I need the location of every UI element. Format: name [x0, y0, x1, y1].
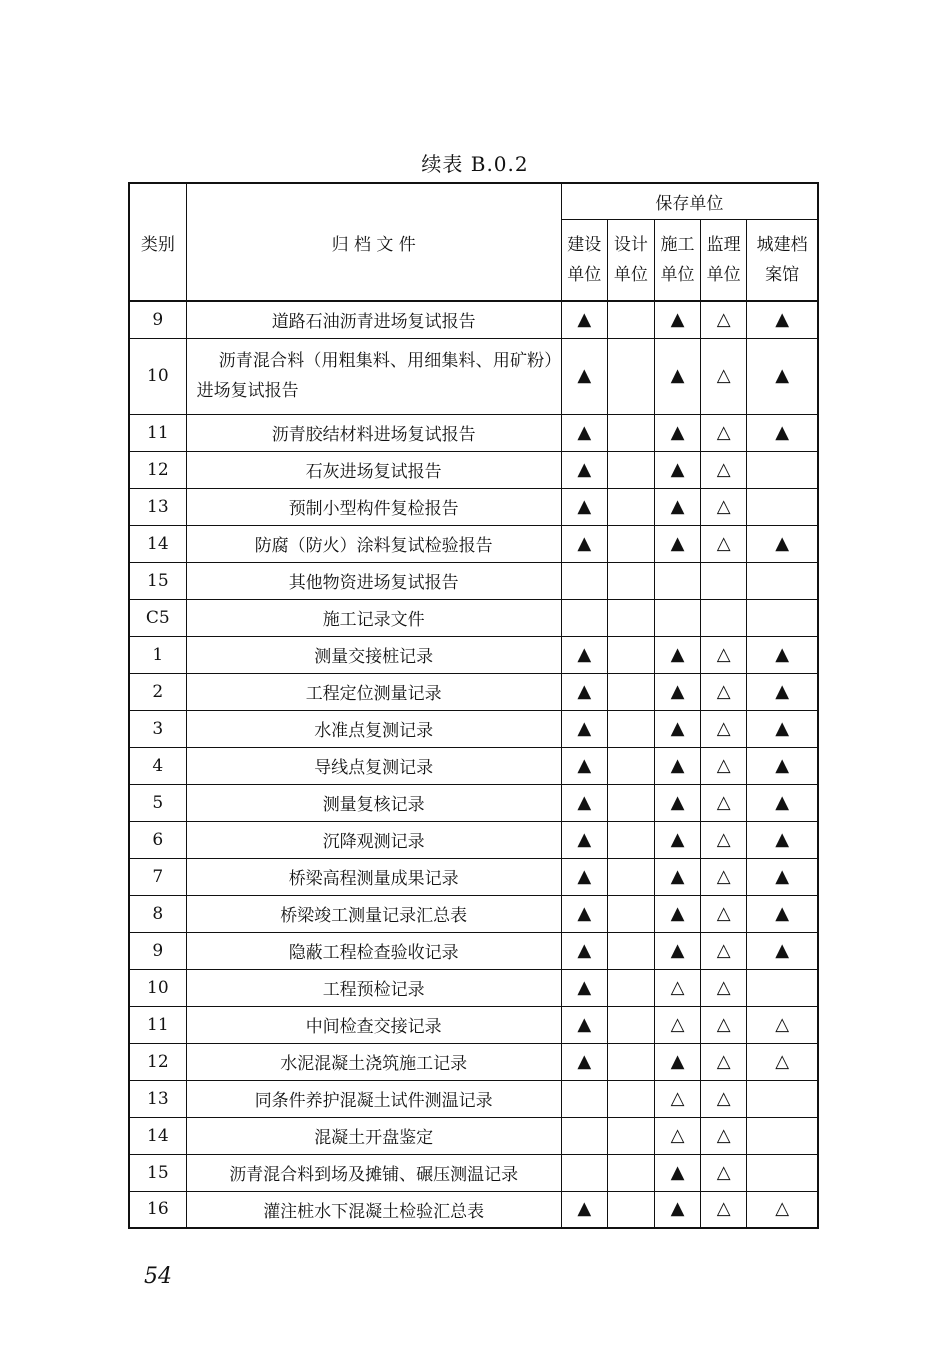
mark-cell-city-archives [747, 1117, 818, 1154]
filled-triangle-icon: ▲ [577, 791, 592, 813]
archive-table [128, 182, 819, 1229]
mark-cell-city-archives [747, 673, 818, 710]
mark-cell-contractor [654, 488, 700, 525]
hollow-triangle-icon: △ [716, 680, 731, 702]
mark-cell-city-archives [747, 895, 818, 932]
mark-cell-design [607, 1191, 654, 1228]
filled-triangle-icon: ▲ [577, 939, 592, 961]
mark-cell-design [607, 710, 654, 747]
mark-cell-contractor [654, 599, 700, 636]
mark-cell-city-archives [747, 1154, 818, 1191]
mark-cell-construction [561, 673, 607, 710]
mark-cell-construction [561, 1117, 607, 1154]
filled-triangle-icon: ▲ [670, 495, 685, 517]
row-number: 10 [129, 338, 186, 414]
hollow-triangle-icon: △ [716, 828, 731, 850]
mark-cell-contractor [654, 895, 700, 932]
table-header [129, 183, 818, 301]
hollow-triangle-icon: △ [716, 421, 731, 443]
table-row [129, 525, 818, 562]
row-number: 9 [129, 932, 186, 969]
filled-triangle-icon: ▲ [670, 1161, 685, 1183]
filled-triangle-icon: ▲ [670, 680, 685, 702]
row-number: 14 [129, 525, 186, 562]
mark-cell-contractor [654, 451, 700, 488]
mark-cell-construction [561, 969, 607, 1006]
mark-cell-supervision [701, 1191, 747, 1228]
mark-cell-city-archives [747, 969, 818, 1006]
unit-header-city-archives: 城建档 案馆 [747, 219, 818, 301]
mark-cell-contractor [654, 673, 700, 710]
mark-cell-construction [561, 710, 607, 747]
mark-cell-contractor [654, 784, 700, 821]
filled-triangle-icon: ▲ [775, 902, 790, 924]
table-row [129, 301, 818, 338]
row-number: 12 [129, 451, 186, 488]
mark-cell-design [607, 932, 654, 969]
filled-triangle-icon: ▲ [577, 532, 592, 554]
mark-cell-contractor [654, 562, 700, 599]
mark-cell-contractor [654, 1043, 700, 1080]
mark-cell-city-archives [747, 488, 818, 525]
mark-cell-construction [561, 525, 607, 562]
document-name: 石灰进场复试报告 [186, 451, 561, 488]
hollow-triangle-icon: △ [670, 1013, 685, 1035]
filled-triangle-icon: ▲ [775, 865, 790, 887]
mark-cell-city-archives [747, 451, 818, 488]
filled-triangle-icon: ▲ [670, 828, 685, 850]
mark-cell-supervision [701, 1080, 747, 1117]
row-number: 5 [129, 784, 186, 821]
table-row [129, 1006, 818, 1043]
mark-cell-design [607, 895, 654, 932]
filled-triangle-icon: ▲ [670, 791, 685, 813]
filled-triangle-icon: ▲ [775, 680, 790, 702]
mark-cell-design [607, 1154, 654, 1191]
filled-triangle-icon: ▲ [577, 828, 592, 850]
row-number: 16 [129, 1191, 186, 1228]
mark-cell-design [607, 451, 654, 488]
hollow-triangle-icon: △ [716, 495, 731, 517]
row-number: 9 [129, 301, 186, 338]
filled-triangle-icon: ▲ [670, 421, 685, 443]
mark-cell-design [607, 673, 654, 710]
row-number: 8 [129, 895, 186, 932]
document-name: 沥青胶结材料进场复试报告 [186, 414, 561, 451]
mark-cell-construction [561, 1154, 607, 1191]
hollow-triangle-icon: △ [670, 1087, 685, 1109]
mark-cell-supervision [701, 338, 747, 414]
filled-triangle-icon: ▲ [670, 717, 685, 739]
filled-triangle-icon: ▲ [670, 308, 685, 330]
filled-triangle-icon: ▲ [577, 421, 592, 443]
hollow-triangle-icon: △ [716, 1161, 731, 1183]
document-name: 水泥混凝土浇筑施工记录 [186, 1043, 561, 1080]
filled-triangle-icon: ▲ [670, 365, 685, 386]
units-group-header: 保存单位 [561, 183, 818, 219]
mark-cell-contractor [654, 338, 700, 414]
hollow-triangle-icon: △ [716, 717, 731, 739]
hollow-triangle-icon: △ [716, 1124, 731, 1146]
row-number: 4 [129, 747, 186, 784]
mark-cell-design [607, 1117, 654, 1154]
document-name: 防腐（防火）涂料复试检验报告 [186, 525, 561, 562]
mark-cell-supervision [701, 673, 747, 710]
table-row [129, 895, 818, 932]
hollow-triangle-icon: △ [716, 1087, 731, 1109]
mark-cell-design [607, 747, 654, 784]
mark-cell-contractor [654, 414, 700, 451]
table-row [129, 488, 818, 525]
row-number: C5 [129, 599, 186, 636]
mark-cell-construction [561, 932, 607, 969]
filled-triangle-icon: ▲ [577, 365, 592, 386]
table-row [129, 338, 818, 414]
mark-cell-contractor [654, 932, 700, 969]
table-row [129, 1154, 818, 1191]
filled-triangle-icon: ▲ [670, 643, 685, 665]
mark-cell-construction [561, 636, 607, 673]
row-number: 12 [129, 1043, 186, 1080]
mark-cell-city-archives [747, 1006, 818, 1043]
table-row [129, 1117, 818, 1154]
hollow-triangle-icon: △ [716, 902, 731, 924]
filled-triangle-icon: ▲ [577, 1013, 592, 1035]
row-number: 2 [129, 673, 186, 710]
document-name: 测量复核记录 [186, 784, 561, 821]
mark-cell-design [607, 1043, 654, 1080]
mark-cell-contractor [654, 636, 700, 673]
mark-cell-supervision [701, 969, 747, 1006]
row-number: 13 [129, 488, 186, 525]
filled-triangle-icon: ▲ [577, 308, 592, 330]
row-number: 1 [129, 636, 186, 673]
mark-cell-city-archives [747, 747, 818, 784]
unit-header-supervision: 监理 单位 [701, 219, 747, 301]
table-caption: 续表 B.0.2 [421, 152, 529, 176]
mark-cell-construction [561, 451, 607, 488]
document-name: 隐蔽工程检查验收记录 [186, 932, 561, 969]
mark-cell-supervision [701, 858, 747, 895]
mark-cell-construction [561, 1006, 607, 1043]
row-number: 6 [129, 821, 186, 858]
mark-cell-supervision [701, 636, 747, 673]
mark-cell-city-archives [747, 414, 818, 451]
mark-cell-contractor [654, 525, 700, 562]
section-row [129, 599, 818, 636]
mark-cell-contractor [654, 1117, 700, 1154]
filled-triangle-icon: ▲ [577, 717, 592, 739]
document-name: 导线点复测记录 [186, 747, 561, 784]
filled-triangle-icon: ▲ [670, 532, 685, 554]
unit-header-design: 设计 单位 [607, 219, 654, 301]
mark-cell-supervision [701, 562, 747, 599]
filled-triangle-icon: ▲ [577, 1050, 592, 1072]
row-number: 15 [129, 1154, 186, 1191]
hollow-triangle-icon: △ [716, 976, 731, 998]
mark-cell-city-archives [747, 932, 818, 969]
page-number: 54 [144, 1264, 172, 1289]
mark-cell-supervision [701, 1154, 747, 1191]
mark-cell-city-archives [747, 1043, 818, 1080]
filled-triangle-icon: ▲ [577, 754, 592, 776]
filled-triangle-icon: ▲ [775, 791, 790, 813]
row-number: 14 [129, 1117, 186, 1154]
row-number: 11 [129, 414, 186, 451]
mark-cell-supervision [701, 821, 747, 858]
document-name: 中间检查交接记录 [186, 1006, 561, 1043]
mark-cell-design [607, 338, 654, 414]
mark-cell-supervision [701, 1043, 747, 1080]
filled-triangle-icon: ▲ [775, 643, 790, 665]
row-number: 7 [129, 858, 186, 895]
category-header: 类别 [129, 183, 186, 301]
mark-cell-supervision [701, 1006, 747, 1043]
filled-triangle-icon: ▲ [577, 680, 592, 702]
filled-triangle-icon: ▲ [577, 643, 592, 665]
document-name: 灌注桩水下混凝土检验汇总表 [186, 1191, 561, 1228]
row-number: 11 [129, 1006, 186, 1043]
filled-triangle-icon: ▲ [577, 976, 592, 998]
mark-cell-supervision [701, 301, 747, 338]
section-title: 施工记录文件 [186, 599, 561, 636]
filled-triangle-icon: ▲ [775, 308, 790, 330]
row-number: 13 [129, 1080, 186, 1117]
mark-cell-construction [561, 1043, 607, 1080]
document-name: 沉降观测记录 [186, 821, 561, 858]
mark-cell-design [607, 562, 654, 599]
mark-cell-construction [561, 599, 607, 636]
table-row [129, 1191, 818, 1228]
mark-cell-construction [561, 488, 607, 525]
hollow-triangle-icon: △ [716, 643, 731, 665]
document-name: 沥青混合料到场及摊铺、碾压测温记录 [186, 1154, 561, 1191]
hollow-triangle-icon: △ [716, 458, 731, 480]
mark-cell-city-archives [747, 1080, 818, 1117]
mark-cell-city-archives [747, 710, 818, 747]
filled-triangle-icon: ▲ [670, 754, 685, 776]
hollow-triangle-icon: △ [716, 791, 731, 813]
document-name: 其他物资进场复试报告 [186, 562, 561, 599]
mark-cell-design [607, 414, 654, 451]
table-row [129, 747, 818, 784]
mark-cell-supervision [701, 488, 747, 525]
mark-cell-contractor [654, 1006, 700, 1043]
mark-cell-design [607, 1006, 654, 1043]
hollow-triangle-icon: △ [670, 1124, 685, 1146]
mark-cell-supervision [701, 451, 747, 488]
mark-cell-construction [561, 784, 607, 821]
hollow-triangle-icon: △ [716, 754, 731, 776]
mark-cell-contractor [654, 821, 700, 858]
mark-cell-city-archives [747, 784, 818, 821]
document-name: 道路石油沥青进场复试报告 [186, 301, 561, 338]
mark-cell-supervision [701, 932, 747, 969]
unit-header-contractor: 施工 单位 [654, 219, 700, 301]
hollow-triangle-icon: △ [775, 1198, 790, 1220]
mark-cell-supervision [701, 710, 747, 747]
mark-cell-city-archives [747, 858, 818, 895]
hollow-triangle-icon: △ [716, 939, 731, 961]
table-row [129, 636, 818, 673]
filled-triangle-icon: ▲ [670, 939, 685, 961]
document-name: 测量交接桩记录 [186, 636, 561, 673]
mark-cell-construction [561, 562, 607, 599]
filled-triangle-icon: ▲ [577, 495, 592, 517]
mark-cell-supervision [701, 525, 747, 562]
table-row [129, 784, 818, 821]
mark-cell-contractor [654, 710, 700, 747]
table-row [129, 969, 818, 1006]
document-name: 同条件养护混凝土试件测温记录 [186, 1080, 561, 1117]
document-name: 桥梁竣工测量记录汇总表 [186, 895, 561, 932]
mark-cell-design [607, 858, 654, 895]
mark-cell-city-archives [747, 562, 818, 599]
mark-cell-contractor [654, 858, 700, 895]
mark-cell-city-archives [747, 1191, 818, 1228]
table-row [129, 1043, 818, 1080]
mark-cell-city-archives [747, 636, 818, 673]
mark-cell-city-archives [747, 301, 818, 338]
filled-triangle-icon: ▲ [775, 754, 790, 776]
mark-cell-construction [561, 1080, 607, 1117]
mark-cell-design [607, 969, 654, 1006]
mark-cell-design [607, 821, 654, 858]
mark-cell-construction [561, 821, 607, 858]
filled-triangle-icon: ▲ [775, 421, 790, 443]
mark-cell-supervision [701, 599, 747, 636]
mark-cell-design [607, 784, 654, 821]
mark-cell-contractor [654, 969, 700, 1006]
document-name: 沥青混合料（用粗集料、用细集料、用矿粉）进场复试报告 [186, 338, 561, 414]
row-number: 3 [129, 710, 186, 747]
mark-cell-contractor [654, 1191, 700, 1228]
hollow-triangle-icon: △ [716, 532, 731, 554]
mark-cell-construction [561, 895, 607, 932]
filled-triangle-icon: ▲ [775, 939, 790, 961]
mark-cell-contractor [654, 747, 700, 784]
hollow-triangle-icon: △ [716, 1198, 731, 1220]
table-row [129, 451, 818, 488]
hollow-triangle-icon: △ [716, 865, 731, 887]
mark-cell-city-archives [747, 525, 818, 562]
filled-triangle-icon: ▲ [577, 458, 592, 480]
filled-triangle-icon: ▲ [775, 828, 790, 850]
mark-cell-city-archives [747, 599, 818, 636]
hollow-triangle-icon: △ [670, 976, 685, 998]
mark-cell-design [607, 525, 654, 562]
document-name: 水准点复测记录 [186, 710, 561, 747]
filled-triangle-icon: ▲ [577, 865, 592, 887]
document-header: 归 档 文 件 [186, 183, 561, 301]
hollow-triangle-icon: △ [716, 308, 731, 330]
filled-triangle-icon: ▲ [670, 865, 685, 887]
document-name: 工程定位测量记录 [186, 673, 561, 710]
filled-triangle-icon: ▲ [670, 458, 685, 480]
filled-triangle-icon: ▲ [670, 902, 685, 924]
mark-cell-design [607, 636, 654, 673]
table-row [129, 710, 818, 747]
mark-cell-contractor [654, 1154, 700, 1191]
mark-cell-supervision [701, 414, 747, 451]
document-name: 预制小型构件复检报告 [186, 488, 561, 525]
hollow-triangle-icon: △ [775, 1013, 790, 1035]
table-row [129, 414, 818, 451]
mark-cell-city-archives [747, 821, 818, 858]
filled-triangle-icon: ▲ [775, 365, 790, 386]
mark-cell-design [607, 1080, 654, 1117]
mark-cell-contractor [654, 1080, 700, 1117]
mark-cell-city-archives [747, 338, 818, 414]
mark-cell-construction [561, 301, 607, 338]
document-name: 桥梁高程测量成果记录 [186, 858, 561, 895]
document-name: 工程预检记录 [186, 969, 561, 1006]
table-body [129, 301, 818, 1228]
table-row [129, 858, 818, 895]
mark-cell-construction [561, 1191, 607, 1228]
filled-triangle-icon: ▲ [775, 717, 790, 739]
row-number: 10 [129, 969, 186, 1006]
unit-header-construction: 建设 单位 [561, 219, 607, 301]
hollow-triangle-icon: △ [775, 1050, 790, 1072]
filled-triangle-icon: ▲ [577, 1198, 592, 1220]
mark-cell-construction [561, 338, 607, 414]
table-row [129, 932, 818, 969]
table-row [129, 562, 818, 599]
hollow-triangle-icon: △ [716, 1013, 731, 1035]
row-number: 15 [129, 562, 186, 599]
mark-cell-construction [561, 414, 607, 451]
mark-cell-design [607, 599, 654, 636]
table-row [129, 1080, 818, 1117]
document-name: 混凝土开盘鉴定 [186, 1117, 561, 1154]
mark-cell-contractor [654, 301, 700, 338]
table-row [129, 821, 818, 858]
filled-triangle-icon: ▲ [775, 532, 790, 554]
mark-cell-construction [561, 747, 607, 784]
filled-triangle-icon: ▲ [577, 902, 592, 924]
mark-cell-supervision [701, 747, 747, 784]
mark-cell-design [607, 301, 654, 338]
hollow-triangle-icon: △ [716, 1050, 731, 1072]
mark-cell-construction [561, 858, 607, 895]
hollow-triangle-icon: △ [716, 365, 731, 386]
mark-cell-supervision [701, 895, 747, 932]
table-row [129, 673, 818, 710]
filled-triangle-icon: ▲ [670, 1198, 685, 1220]
mark-cell-supervision [701, 784, 747, 821]
mark-cell-design [607, 488, 654, 525]
filled-triangle-icon: ▲ [670, 1050, 685, 1072]
mark-cell-supervision [701, 1117, 747, 1154]
